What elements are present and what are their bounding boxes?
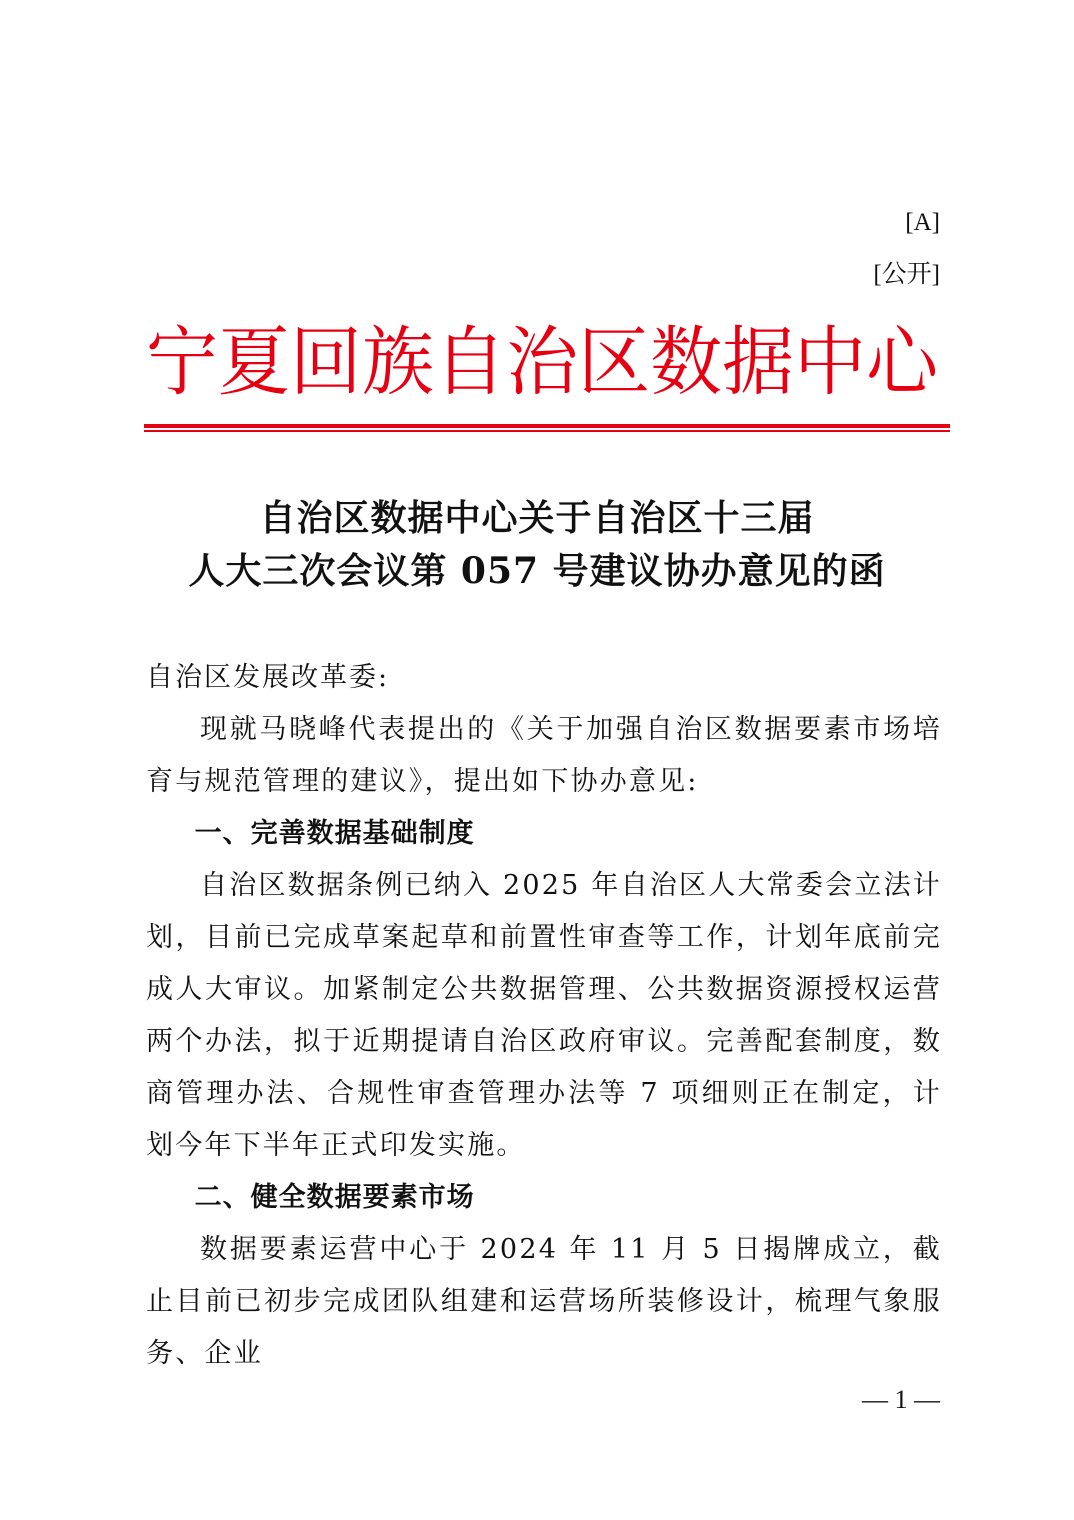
org-char: 据: [722, 317, 795, 407]
organization-header: [146, 317, 939, 407]
salutation: 自治区发展改革委:: [146, 662, 390, 693]
document-title-line-2: 人大三次会议第 057 号建议协办意见的函: [188, 550, 886, 592]
header-divider-thick: [144, 424, 950, 428]
org-char: 中: [794, 317, 867, 407]
org-char: 自: [434, 317, 507, 407]
section-1-body: 自治区数据条例已纳入 2025 年自治区人大常委会立法计划，目前已完成草案起草和前置性审查等工作，计划年底前完成人大审议。加紧制定公共数据管理、公共数据资源授权运营两个办法，拟于近期提请自治区政府审议。完善配套制度，数商管理办法、合规性审查管理办法等 7 项细则正在制定，计划今年下半年正式印发实施。: [146, 870, 942, 1161]
org-char: 回: [290, 317, 363, 407]
section-1-heading: 一、完善数据基础制度: [194, 818, 475, 849]
header-divider-thin: [144, 430, 950, 432]
org-char: 族: [362, 317, 435, 407]
level-mark: [A]: [905, 209, 940, 236]
page-number: — 1 —: [862, 1385, 940, 1414]
disclosure-mark: [公开]: [873, 261, 940, 288]
org-char: 数: [650, 317, 723, 407]
org-char: 区: [578, 317, 651, 407]
document-title-line-1: 自治区数据中心关于自治区十三届: [259, 497, 815, 539]
section-2-body: 数据要素运营中心于 2024 年 11 月 5 日揭牌成立，截止目前已初步完成团队组建和运营场所装修设计，梳理气象服务、企业: [146, 1234, 942, 1369]
section-2-heading: 二、健全数据要素市场: [194, 1182, 475, 1213]
intro-paragraph: 现就马晓峰代表提出的《关于加强自治区数据要素市场培育与规范管理的建议》，提出如下协办意见:: [146, 714, 942, 797]
org-char: 心: [866, 317, 939, 407]
org-char: 治: [506, 317, 579, 407]
org-char: 夏: [218, 317, 291, 407]
org-char: 宁: [146, 317, 219, 407]
